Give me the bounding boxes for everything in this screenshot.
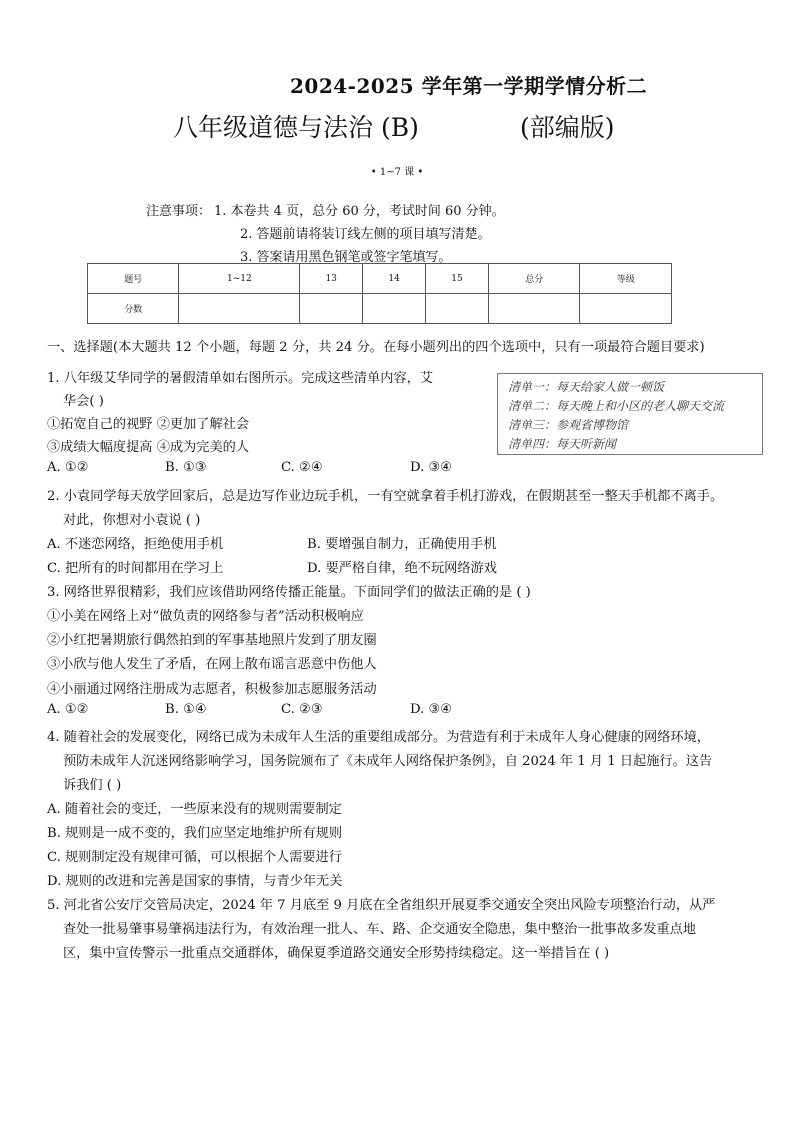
q4-option-c: C. 规则制定没有规律可循，可以根据个人需要进行	[47, 850, 342, 865]
score-header-cell: 1~12	[179, 264, 300, 294]
q5-stem-line3: 区，集中宣传警示一批重点交通群体，确保夏季道路交通安全形势持续稳定。这一举措旨在 ( )	[63, 946, 610, 961]
score-row-label: 分数	[88, 294, 179, 324]
q3-item: ③小欣与他人发生了矛盾，在网上散布谣言恶意中伤他人	[47, 657, 377, 672]
score-cell	[488, 294, 579, 324]
q3-option-c: C. ②③	[281, 702, 323, 717]
q3-stem: 3. 网络世界很精彩，我们应该借助网络传播正能量。下面同学们的做法正确的是 ( )	[47, 585, 531, 600]
q3-option-d: D. ③④	[410, 702, 453, 717]
q3-item: ④小丽通过网络注册成为志愿者，积极参加志愿服务活动	[47, 682, 377, 697]
q5-stem-line1: 5. 河北省公安厅交管局决定，2024 年 7 月底至 9 月底在全省组织开展夏季交通安全突出风险专项整治行动，从严	[47, 898, 716, 913]
q4-option-a: A. 随着社会的变迁，一些原来没有的规则需要制定	[47, 802, 342, 817]
list-item: 清单三：参观省博物馆	[508, 418, 629, 432]
list-item: 清单二：每天晚上和小区的老人聊天交流	[508, 399, 725, 413]
q1-item: ①拓宽自己的视野 ②更加了解社会	[47, 417, 250, 432]
q4-stem-line3: 诉我们 ( )	[63, 778, 122, 793]
score-header-cell: 14	[363, 264, 426, 294]
q2-stem-line2: 对此，你想对小袁说 ( )	[63, 513, 201, 528]
summer-list-box	[497, 373, 763, 455]
notes-prefix: 注意事项：	[146, 204, 212, 219]
score-cell	[580, 294, 672, 324]
q3-item: ①小美在网络上对“做负责的网络参与者”活动积极响应	[47, 609, 364, 624]
q3-option-a: A. ①②	[47, 702, 89, 717]
q1-option-d: D. ③④	[410, 460, 453, 475]
score-cell	[179, 294, 300, 324]
score-header-cell: 13	[300, 264, 363, 294]
score-header-cell: 题号	[88, 264, 179, 294]
score-table-score-row	[88, 294, 672, 324]
note-item-2: 2. 答题前请将装订线左侧的项目填写清楚。	[240, 227, 491, 242]
q4-option-d: D. 规则的改进和完善是国家的事情，与青少年无关	[47, 874, 343, 889]
q2-option-b: B. 要增强自制力，正确使用手机	[307, 537, 497, 552]
q1-option-c: C. ②④	[281, 460, 323, 475]
q1-option-a: A. ①②	[47, 460, 89, 475]
section1-heading: 一、选择题(本大题共 12 个小题，每题 2 分，共 24 分。在每小题列出的四个选项中，只有一项最符合题目要求)	[47, 340, 705, 355]
q4-stem-line2: 预防未成年人沉迷网络影响学习，国务院颁布了《未成年人网络保护条例》，自 2024 年 1 月 1 日起施行。这告	[63, 754, 713, 769]
score-cell	[426, 294, 489, 324]
q4-stem-line1: 4. 随着社会的发展变化，网络已成为未成年人生活的重要组成部分。为营造有利于未成年人身心健康的网络环境，	[47, 730, 710, 745]
q5-stem-line2: 查处一批易肇事易肇祸违法行为，有效治理一批人、车、路、企交通安全隐患，集中整治一批事故多发重点地	[63, 922, 696, 937]
q1-option-b: B. ①③	[165, 460, 207, 475]
note-item-1: 1. 本卷共 4 页，总分 60 分，考试时间 60 分钟。	[214, 204, 505, 219]
lesson-scope: • 1~7 课 •	[370, 167, 424, 178]
score-table-header-row	[88, 264, 672, 294]
q2-option-a: A. 不迷恋网络，拒绝使用手机	[47, 537, 224, 552]
list-item: 清单一：每天给家人做一顿饭	[508, 380, 665, 394]
score-header-cell: 等级	[580, 264, 672, 294]
score-cell	[300, 294, 363, 324]
exam-title-subject: 八年级道德与法治 (B)	[173, 113, 419, 142]
score-table	[87, 263, 672, 324]
q1-stem-line1: 1. 八年级艾华同学的暑假清单如右图所示。完成这些清单内容，艾	[47, 371, 434, 386]
q1-item: ③成绩大幅度提高 ④成为完美的人	[47, 440, 250, 455]
score-header-cell: 15	[426, 264, 489, 294]
q4-option-b: B. 规则是一成不变的，我们应坚定地维护所有规则	[47, 826, 343, 841]
q2-option-c: C. 把所有的时间都用在学习上	[47, 561, 224, 576]
q3-item: ②小红把暑期旅行偶然拍到的军事基地照片发到了朋友圈	[47, 633, 377, 648]
exam-edition: (部编版)	[520, 113, 615, 142]
score-header-cell: 总分	[488, 264, 579, 294]
note-item-3: 3. 答案请用黑色钢笔或签字笔填写。	[240, 250, 452, 265]
q2-option-d: D. 要严格自律，绝不玩网络游戏	[307, 561, 497, 576]
q3-option-b: B. ①④	[165, 702, 207, 717]
q2-stem-line1: 2. 小袁同学每天放学回家后，总是边写作业边玩手机，一有空就拿着手机打游戏，在假期甚至一整天手机都不离手。	[47, 489, 724, 504]
score-cell	[363, 294, 426, 324]
exam-title-line1: 2024-2025 学年第一学期学情分析二	[290, 74, 648, 98]
q1-stem-line2: 华会( )	[63, 394, 104, 409]
list-item: 清单四：每天听新闻	[508, 437, 617, 451]
